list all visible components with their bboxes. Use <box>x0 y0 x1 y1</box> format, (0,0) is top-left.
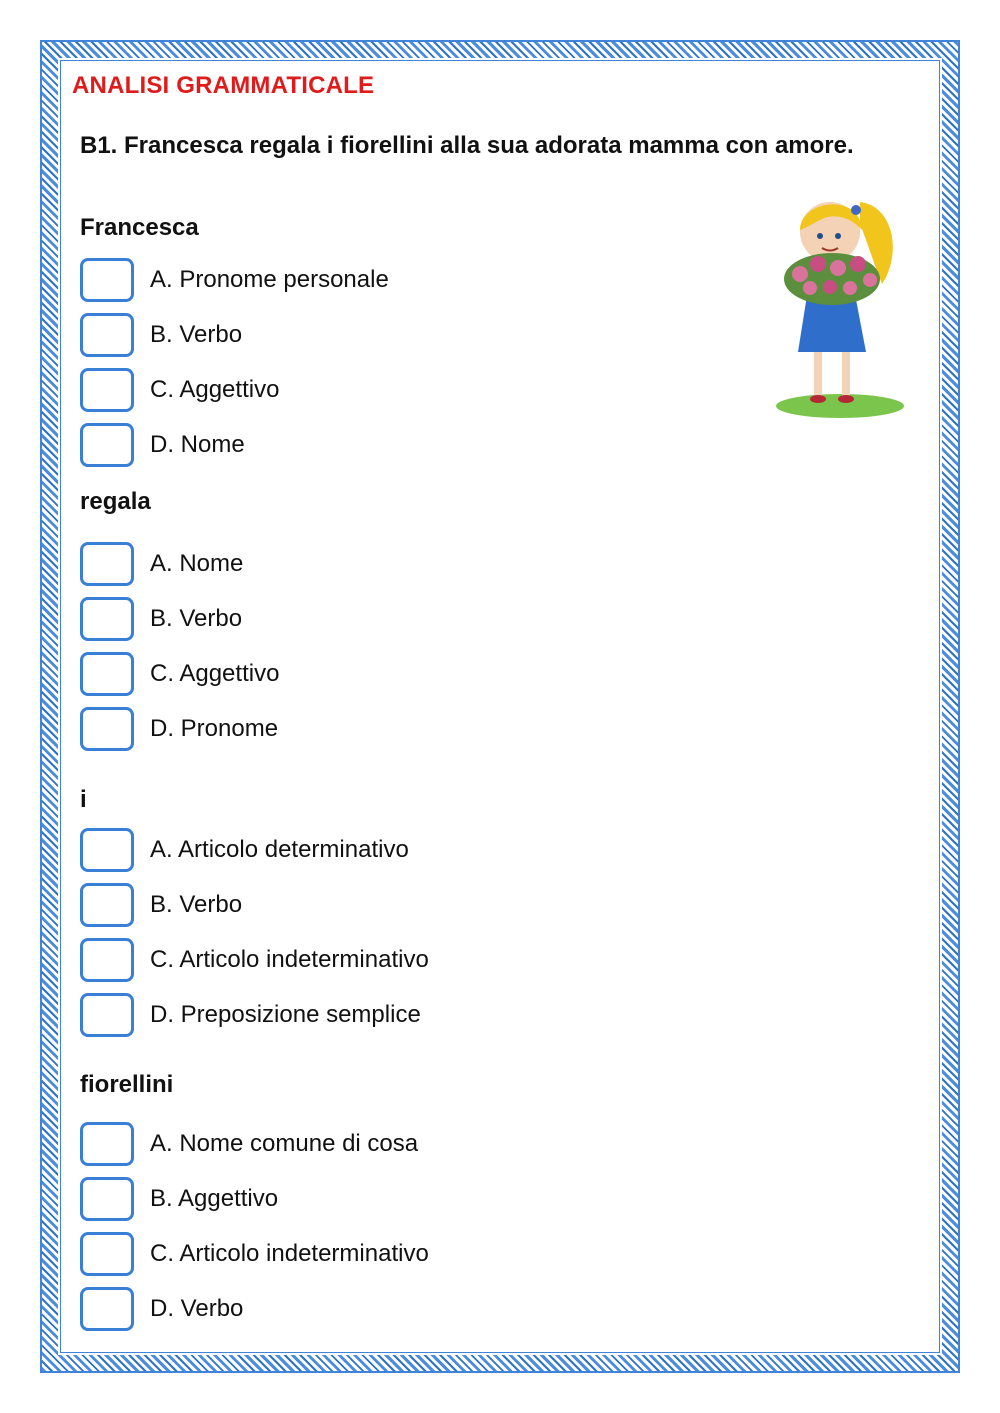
option-francesca-c[interactable] <box>80 366 280 414</box>
option-fiorellini-b[interactable] <box>80 1175 279 1223</box>
answer-checkbox[interactable] <box>80 883 134 927</box>
option-i-d[interactable] <box>80 991 421 1039</box>
option-label: D. Pronome <box>150 715 279 742</box>
answer-checkbox[interactable] <box>80 1177 134 1221</box>
option-fiorellini-d[interactable] <box>80 1285 244 1333</box>
answer-checkbox[interactable] <box>80 938 134 982</box>
option-i-a[interactable] <box>80 826 409 874</box>
word-regala: regala <box>80 488 151 515</box>
option-label: C. Articolo indeterminativo <box>150 1240 429 1267</box>
answer-checkbox[interactable] <box>80 1122 134 1166</box>
answer-checkbox[interactable] <box>80 542 134 586</box>
word-francesca: Francesca <box>80 214 199 241</box>
option-label: C. Aggettivo <box>150 660 280 687</box>
option-regala-b[interactable] <box>80 595 243 643</box>
answer-checkbox[interactable] <box>80 258 134 302</box>
answer-checkbox[interactable] <box>80 368 134 412</box>
answer-checkbox[interactable] <box>80 993 134 1037</box>
option-label: D. Verbo <box>150 1295 244 1322</box>
answer-checkbox[interactable] <box>80 1232 134 1276</box>
option-regala-d[interactable] <box>80 705 279 753</box>
option-label: D. Nome <box>150 431 245 458</box>
option-label: B. Verbo <box>150 891 243 918</box>
option-label: B. Verbo <box>150 605 243 632</box>
option-label: C. Aggettivo <box>150 376 280 403</box>
word-i: i <box>80 786 87 813</box>
option-francesca-b[interactable] <box>80 311 243 359</box>
option-label: A. Nome <box>150 550 244 577</box>
option-label: B. Aggettivo <box>150 1185 279 1212</box>
option-label: A. Pronome personale <box>150 266 389 293</box>
option-label: B. Verbo <box>150 321 243 348</box>
answer-checkbox[interactable] <box>80 423 134 467</box>
answer-checkbox[interactable] <box>80 652 134 696</box>
option-i-c[interactable] <box>80 936 429 984</box>
answer-checkbox[interactable] <box>80 828 134 872</box>
option-regala-a[interactable] <box>80 540 244 588</box>
option-fiorellini-a[interactable] <box>80 1120 419 1168</box>
question-sentence: B1. Francesca regala i fiorellini alla sua adorata mamma con amore. <box>80 132 854 159</box>
option-label: D. Preposizione semplice <box>150 1001 421 1028</box>
option-francesca-a[interactable] <box>80 256 389 304</box>
worksheet-title: ANALISI GRAMMATICALE <box>72 72 375 99</box>
answer-checkbox[interactable] <box>80 313 134 357</box>
option-label: A. Nome comune di cosa <box>150 1130 419 1157</box>
option-label: C. Articolo indeterminativo <box>150 946 429 973</box>
answer-checkbox[interactable] <box>80 1287 134 1331</box>
word-fiorellini: fiorellini <box>80 1071 174 1098</box>
option-label: A. Articolo determinativo <box>150 836 409 863</box>
option-fiorellini-c[interactable] <box>80 1230 429 1278</box>
option-regala-c[interactable] <box>80 650 280 698</box>
answer-checkbox[interactable] <box>80 597 134 641</box>
option-i-b[interactable] <box>80 881 243 929</box>
answer-checkbox[interactable] <box>80 707 134 751</box>
option-francesca-d[interactable] <box>80 421 245 469</box>
girl-with-flowers-illustration <box>762 184 912 424</box>
hair-bow <box>851 205 861 215</box>
